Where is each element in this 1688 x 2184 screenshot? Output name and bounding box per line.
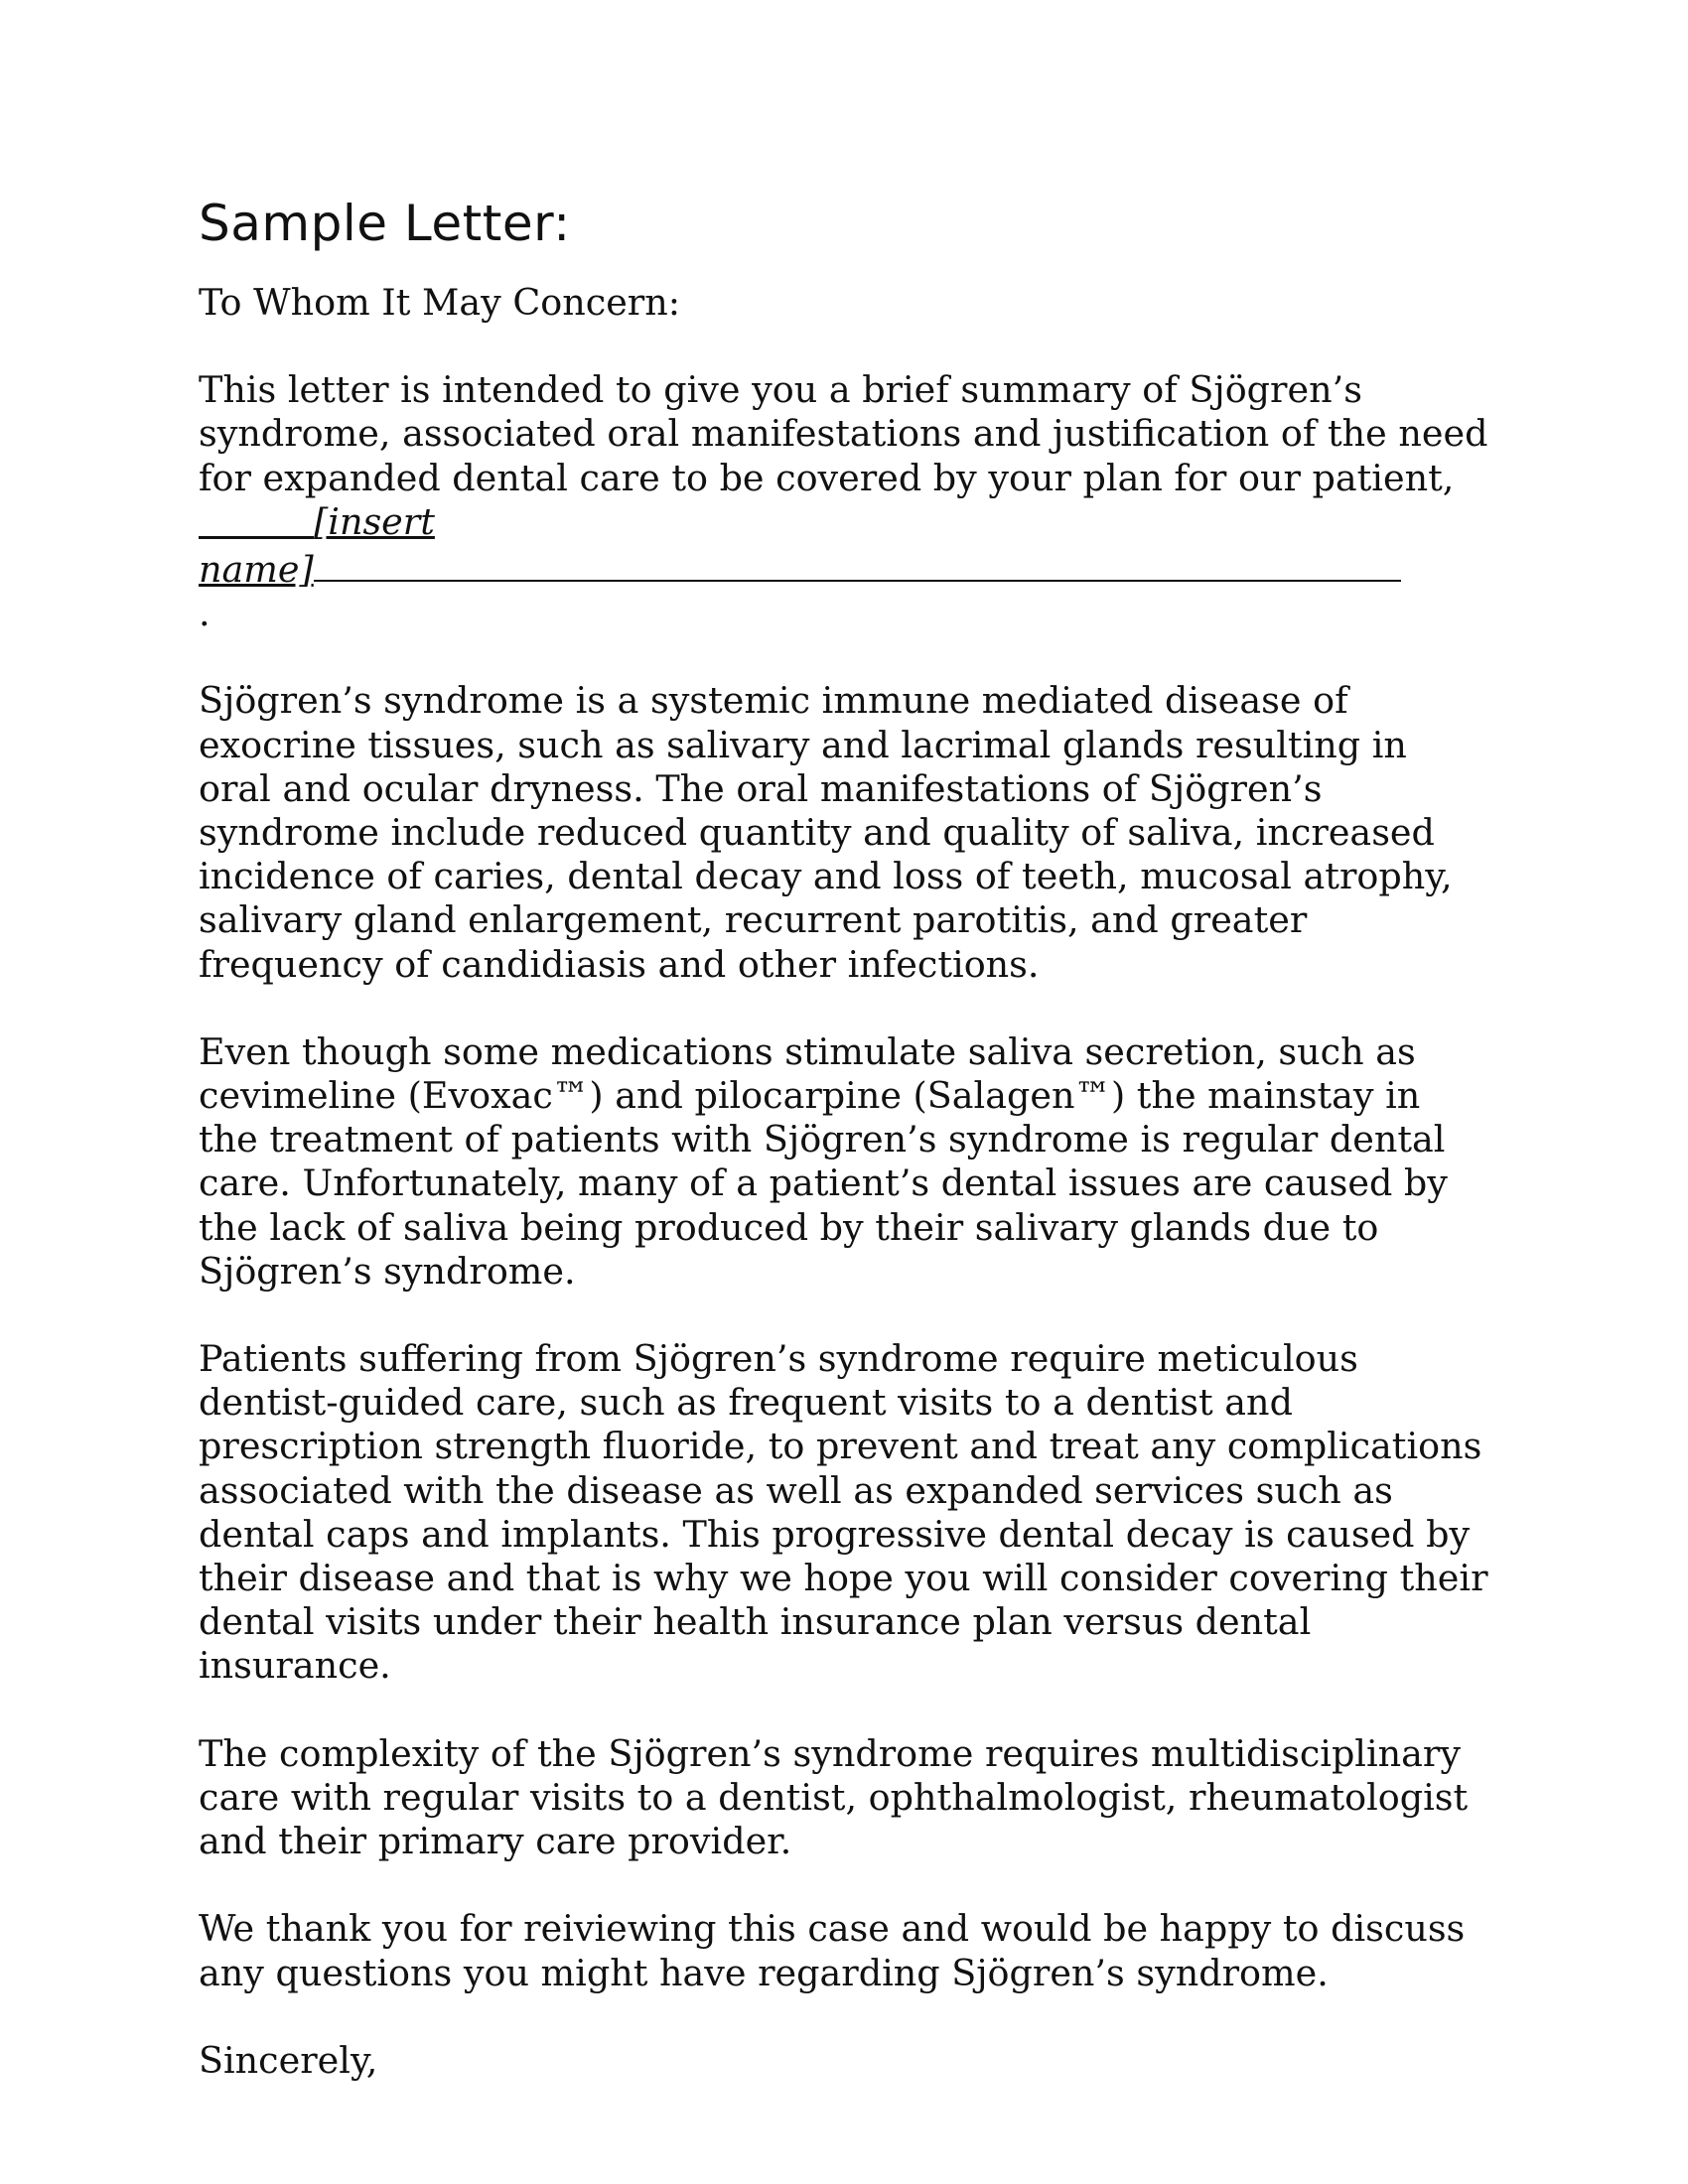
letter-heading: Sample Letter: [199,195,571,252]
name-underline-rule [314,544,1401,582]
letter-page [199,194,1489,2126]
paragraph-multidisciplinary: The complexity of the Sjögren’s syndrome requires multidisciplinary care with regular visits to a dentist, ophthalmologist, rheumatologist and their primary care provider. [199,1731,1469,1863]
paragraph-medications: Even though some medications stimulate saliva secretion, such as cevimeline (Evoxac™) and pilocarpine (Salagen™) the mainstay in the treatment of patients with Sjögren’s syndrome is regular dental care. Unfortunately, many of a patient’s dental issues are caused by the lack of saliva being produced by their salivary glands due to Sjögren’s syndrome. [199,1029,1448,1293]
salutation: To Whom It May Concern: [199,281,681,324]
intro-text: This letter is intended to give you a brief summary of Sjögren’s syndrome, associated oral manifestations and justification of the need for expanded dental care to be covered by your plan for our patient, [199,368,1488,499]
insert-name-placeholder-2: name] [199,548,314,592]
intro-paragraph [199,368,1489,592]
blank-underline [199,500,314,543]
intro-period: . [199,592,211,635]
name-line [199,548,1401,591]
paragraph-dental-care: Patients suffering from Sjögren’s syndrome require meticulous dentist-guided care, such as frequent visits to a dentist and prescription strength fluoride, to prevent and treat any complications associated with the disease as well as expanded services such as dental caps and implants. This progressive dental decay is caused by their disease and that is why we hope you will consider covering their dental visits under their health insurance plan versus dental insurance. [199,1337,1488,1688]
closing: Sincerely, [199,2038,378,2082]
insert-name-placeholder-1: [insert [314,499,435,543]
paragraph-disease-description: Sjögren’s syndrome is a systemic immune mediated disease of exocrine tissues, such as salivary and lacrimal glands resulting in oral and ocular dryness. The oral manifestations of Sjögren’s syndrome include reduced quantity and quality of saliva, increased incidence of caries, dental decay and loss of teeth, mucosal atrophy, salivary gland enlargement, recurrent parotitis, and greater frequency of candidiasis and other infections. [199,679,1453,986]
paragraph-thanks: We thank you for reiviewing this case and would be happy to discuss any questions you might have regarding Sjögren’s syndrome. [199,1907,1466,1994]
